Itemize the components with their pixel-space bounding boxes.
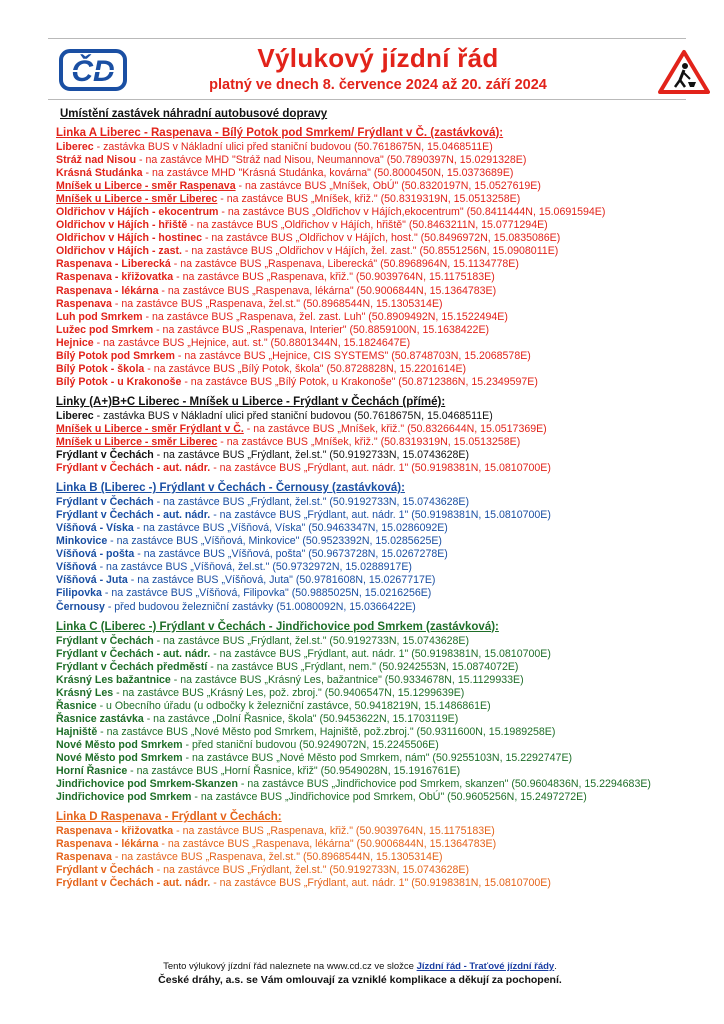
stop-location: - na zastávce BUS „Frýdlant, aut. nádr. 1" (50.9198381N, 15.0810700E): [210, 509, 551, 522]
stop-name: Raspenava - křižovatka: [56, 271, 174, 284]
doc-heading: Umístění zastávek náhradní autobusové dopravy: [60, 108, 328, 120]
stop-name: Raspenava: [56, 297, 112, 310]
footer: [60, 960, 660, 988]
stop-location: - na zastávce BUS „Víšňová, Juta" (50.9781608N, 15.0267717E): [127, 574, 436, 587]
line-section: [56, 481, 716, 613]
stop-location: - zastávka BUS v Nákladní ulici před staniční budovou (50.7618675N, 15.0468511E): [93, 409, 493, 422]
sections: [56, 126, 716, 890]
stop-location: - na zastávce BUS „Víšňová, Víska" (50.9463347N, 15.0286092E): [133, 522, 448, 535]
stop-entry: [56, 258, 716, 271]
stop-entry: [56, 661, 716, 674]
stop-location: - na zastávce BUS „Bílý Potok, u Krakonoše" (50.8712386N, 15.2349597E): [181, 375, 538, 388]
content: [56, 106, 716, 890]
stop-location: - na zastávce BUS „Frýdlant, žel.st." (50.9192733N, 15.0743628E): [153, 449, 470, 462]
stop-location: - na zastávce BUS „Bílý Potok, škola" (50.8728828N, 15.2201614E): [144, 362, 467, 375]
stop-name: Nové Město pod Smrkem: [56, 751, 183, 764]
stop-name: Nové Město pod Smrkem: [56, 738, 183, 751]
stop-location: - před staniční budovou (50.9249072N, 15.2245506E): [182, 738, 439, 751]
stop-entry: [56, 245, 716, 258]
stop-entry: [56, 167, 716, 180]
stop-location: - na zastávce BUS „Raspenava, lékárna" (50.9006844N, 15.1364783E): [158, 838, 497, 851]
stop-name: Jindřichovice pod Smrkem: [56, 791, 192, 804]
stop-entry: [56, 522, 716, 535]
stop-entry: [56, 561, 716, 574]
stop-name: Víšňová - Víska: [56, 522, 134, 535]
stop-name: Filipovka: [56, 587, 102, 600]
stop-location: - na zastávce MHD "Krásná Studánka, kovárna" (50.8000450N, 15.0373689E): [142, 167, 514, 180]
section-title: Linka A Liberec - Raspenava - Bílý Potok pod Smrkem/ Frýdlant v Č. (zastávková):: [56, 127, 504, 139]
stop-location: - na zastávce „Dolní Řasnice, škola" (50.9453622N, 15.1703119E): [143, 712, 459, 725]
stop-entry: [56, 687, 716, 700]
header: [48, 38, 686, 100]
stop-location: - na zastávce BUS „Jindřichovice pod Smrkem, ObÚ" (50.9605256N, 15.2497272E): [191, 791, 587, 804]
stop-location: - na zastávce BUS „Krásný Les, bažantnice" (50.9334678N, 15.1129933E): [170, 673, 524, 686]
stop-entry: [56, 436, 716, 449]
stop-entry: [56, 548, 716, 561]
stop-entry: [56, 574, 716, 587]
stop-name: Frýdlant v Čechách - aut. nádr.: [56, 462, 211, 475]
stop-location: - na zastávce BUS „Víšňová, Minkovice" (50.9523392N, 15.0285625E): [107, 535, 442, 548]
line-section: [56, 620, 716, 805]
stop-name: Lužec pod Smrkem: [56, 323, 154, 336]
stop-name: Oldřichov v Hájích - hřiště: [56, 219, 188, 232]
stop-entry: [56, 838, 716, 851]
section-title: Linky (A+)B+C Liberec - Mníšek u Liberce - Frýdlant v Čechách (přímé):: [56, 395, 446, 408]
stop-name: Víšňová - Juta: [56, 574, 128, 587]
stop-location: - na zastávce BUS „Krásný Les, pož. zbroj." (50.9406547N, 15.1299639E): [113, 686, 465, 699]
stop-entry: [56, 311, 716, 324]
stop-name: Víšňová: [56, 561, 97, 574]
stop-name: Mníšek u Liberce - směr Liberec: [56, 193, 218, 206]
stop-name: Mníšek u Liberce - směr Liberec: [56, 435, 218, 448]
footer-info-text: Tento výlukový jízdní řád naleznete na www.cd.cz ve složce: [163, 961, 417, 972]
stop-location: - na zastávce MHD "Stráž nad Nisou, Neumannova" (50.7890397N, 15.0291328E): [136, 154, 527, 167]
stop-location: - na zastávce BUS „Jindřichovice pod Smrkem, skanzen" (50.9604836N, 15.2294683E): [237, 778, 651, 791]
stop-name: Frýdlant v Čechách: [56, 634, 154, 647]
stop-name: Černousy: [56, 600, 105, 613]
stop-location: - na zastávce BUS „Raspenava, křiž." (50.9039764N, 15.1175183E): [173, 271, 495, 284]
svg-text:ČD: ČD: [71, 55, 115, 88]
stop-location: - na zastávce BUS „Mníšek, křiž." (50.8319319N, 15.0513258E): [217, 193, 521, 206]
stop-location: - na zastávce BUS „Frýdlant, aut. nádr. 1" (50.9198381N, 15.0810700E): [210, 877, 551, 890]
stop-name: Hajniště: [56, 725, 98, 738]
stop-entry: [56, 154, 716, 167]
stop-location: - na zastávce BUS „Frýdlant, nem." (50.9242553N, 15.0874072E): [207, 660, 519, 673]
stop-name: Mníšek u Liberce - směr Frýdlant v Č.: [56, 422, 244, 435]
stop-name: Raspenava - křižovatka: [56, 825, 174, 838]
cd-logo: [58, 47, 130, 93]
stop-name: Hejnice: [56, 336, 94, 349]
stop-entry: [56, 700, 716, 713]
stop-name: Minkovice: [56, 535, 108, 548]
stop-location: - na zastávce BUS „Hejnice, aut. st." (50.8801344N, 15.1824647E): [93, 336, 411, 349]
stop-name: Raspenava - lékárna: [56, 284, 159, 297]
stop-entry: [56, 337, 716, 350]
stop-name: Horní Řasnice: [56, 765, 128, 778]
stop-name: Frýdlant v Čechách - aut. nádr.: [56, 647, 211, 660]
stop-entry: [56, 462, 716, 475]
stop-entry: [56, 324, 716, 337]
stop-name: Frýdlant v Čechách: [56, 496, 154, 509]
stop-name: Liberec: [56, 141, 94, 153]
stop-entry: [56, 877, 716, 890]
stop-entry: [56, 509, 716, 522]
stop-location: - na zastávce BUS „Frýdlant, aut. nádr. 1" (50.9198381N, 15.0810700E): [210, 462, 551, 475]
stop-location: - u Obecního úřadu (u odbočky k železniční zastávce, 50.9418219N, 15.1486861E): [96, 699, 491, 712]
stop-entry: [56, 535, 716, 548]
stop-name: Bílý Potok pod Smrkem: [56, 349, 175, 362]
stop-entry: [56, 648, 716, 661]
stop-location: - na zastávce BUS „Oldřichov v Hájích,ekocentrum" (50.8411444N, 15.0691594E): [218, 206, 606, 219]
stop-name: Oldřichov v Hájích - ekocentrum: [56, 206, 219, 219]
stop-location: - na zastávce BUS „Oldřichov v Hájích, žel. zast." (50.8551256N, 15.0908011E): [181, 245, 559, 258]
footer-timetable-link[interactable]: Jízdní řád - Traťové jízdní řády: [416, 961, 555, 972]
stop-entry: [56, 778, 666, 791]
stop-entry: [56, 232, 716, 245]
stop-location: - na zastávce BUS „Nové Město pod Smrkem, Hajniště, pož.zbroj." (50.9311600N, 15.1989258E): [97, 725, 556, 738]
stop-location: - na zastávce BUS „Hejnice, CIS SYSTEMS" (50.8748703N, 15.2068578E): [174, 349, 531, 362]
stop-location: - na zastávce BUS „Frýdlant, žel.st." (50.9192733N, 15.0743628E): [153, 864, 470, 877]
stop-location: - před budovou železniční zastávky (51.0080092N, 15.0366422E): [104, 600, 416, 613]
stop-name: Krásný Les: [56, 686, 114, 699]
stop-entry: [56, 851, 716, 864]
validity-subtitle: platný ve dnech 8. července 2024 až 20. září 2024: [209, 77, 547, 93]
stop-name: Řasnice: [56, 699, 97, 712]
stop-name: Jindřichovice pod Smrkem-Skanzen: [56, 778, 238, 791]
stop-location: - na zastávce BUS „Mníšek, ObÚ" (50.8320197N, 15.0527619E): [235, 180, 541, 193]
stop-entry: [56, 635, 716, 648]
stop-name: Frýdlant v Čechách předměstí: [56, 660, 208, 673]
stop-entry: [56, 449, 716, 462]
line-section: [56, 810, 716, 890]
stop-location: - na zastávce BUS „Raspenava, žel. zast. Luh" (50.8909492N, 15.1522494E): [142, 310, 508, 323]
stop-name: Krásná Studánka: [56, 167, 143, 180]
stop-name: Bílý Potok - škola: [56, 362, 145, 375]
stop-location: - na zastávce BUS „Nové Město pod Smrkem, nám" (50.9255103N, 15.2292747E): [182, 751, 573, 764]
stop-entry: [56, 423, 716, 436]
stop-name: Raspenava - lékárna: [56, 838, 159, 851]
stop-location: - na zastávce BUS „Mníšek, křiž." (50.8326644N, 15.0517369E): [243, 422, 547, 435]
stop-entry: [56, 601, 716, 614]
stop-name: Bílý Potok - u Krakonoše: [56, 375, 182, 388]
stop-name: Frýdlant v Čechách - aut. nádr.: [56, 509, 211, 522]
stop-location: - na zastávce BUS „Mníšek, křiž." (50.8319319N, 15.0513258E): [217, 435, 521, 448]
stop-entry: [56, 791, 716, 804]
stop-location: - na zastávce BUS „Frýdlant, žel.st." (50.9192733N, 15.0743628E): [153, 634, 470, 647]
section-title: Linka B (Liberec -) Frýdlant v Čechách - Černousy (zastávková):: [56, 482, 405, 495]
stop-entry: [56, 726, 716, 739]
stop-location: - na zastávce BUS „Víšňová, Filipovka" (50.9885025N, 15.0216256E): [101, 587, 432, 600]
stop-entry: [56, 765, 716, 778]
section-title: Linka D Raspenava - Frýdlant v Čechách:: [56, 811, 282, 824]
stop-entry: [56, 193, 716, 206]
stop-entry: [56, 363, 716, 376]
stop-entry: [56, 410, 716, 423]
stop-location: - na zastávce BUS „Raspenava, Liberecká" (50.8968964N, 15.1134778E): [170, 258, 519, 271]
stop-name: Raspenava - Liberecká: [56, 258, 171, 271]
stop-name: Stráž nad Nisou: [56, 154, 137, 167]
stop-location: - na zastávce BUS „Víšňová, žel.st." (50.9732972N, 15.0288917E): [96, 561, 412, 574]
stop-entry: [56, 350, 716, 363]
stop-entry: [56, 285, 716, 298]
stop-entry: [56, 587, 716, 600]
stop-entry: [56, 219, 716, 232]
stop-entry: [56, 141, 716, 154]
stop-name: Liberec: [56, 409, 94, 422]
stop-entry: [56, 825, 716, 838]
line-section: [56, 126, 716, 389]
stop-name: Frýdlant v Čechách: [56, 449, 154, 462]
stop-location: - na zastávce BUS „Raspenava, Interier" (50.8859100N, 15.1638422E): [153, 323, 490, 336]
stop-entry: [56, 206, 716, 219]
stop-location: - na zastávce BUS „Oldřichov v Hájích, host." (50.8496972N, 15.0835086E): [202, 232, 561, 245]
stop-entry: [56, 298, 716, 311]
footer-info-end: .: [554, 961, 557, 972]
footer-info: [60, 960, 660, 973]
stop-entry: [56, 496, 716, 509]
stop-name: Řasnice zastávka: [56, 712, 144, 725]
road-works-warning-icon: [658, 49, 710, 95]
stop-name: Frýdlant v Čechách: [56, 864, 154, 877]
stop-name: Krásný Les bažantnice: [56, 673, 171, 686]
stop-entry: [56, 376, 716, 389]
page-title: Výlukový jízdní řád: [257, 43, 499, 73]
stop-name: Oldřichov v Hájích - hostinec: [56, 232, 202, 245]
stop-location: - na zastávce BUS „Víšňová, pošta" (50.9673728N, 15.0267278E): [134, 548, 448, 561]
stop-location: - na zastávce BUS „Raspenava, křiž." (50.9039764N, 15.1175183E): [173, 825, 495, 838]
stop-entry: [56, 864, 716, 877]
stop-location: - na zastávce BUS „Horní Řasnice, křiž" (50.9549028N, 15.1916761E): [127, 765, 461, 778]
stop-name: Frýdlant v Čechách - aut. nádr.: [56, 877, 211, 890]
stop-location: - na zastávce BUS „Raspenava, žel.st." (50.8968544N, 15.1305314E): [111, 851, 443, 864]
stop-entry: [56, 271, 716, 284]
stop-entry: [56, 739, 716, 752]
stop-entry: [56, 674, 716, 687]
stop-location: - na zastávce BUS „Frýdlant, aut. nádr. 1" (50.9198381N, 15.0810700E): [210, 647, 551, 660]
stop-location: - na zastávce BUS „Frýdlant, žel.st." (50.9192733N, 15.0743628E): [153, 496, 470, 509]
stop-name: Luh pod Smrkem: [56, 310, 143, 323]
footer-apology: České dráhy, a.s. se Vám omlouvají za vzniklé komplikace a děkují za pochopení.: [158, 974, 562, 986]
stop-name: Raspenava: [56, 851, 112, 864]
stop-entry: [56, 752, 716, 765]
section-title: Linka C (Liberec -) Frýdlant v Čechách - Jindřichovice pod Smrkem (zastávková):: [56, 620, 499, 633]
stop-location: - na zastávce BUS „Raspenava, lékárna" (50.9006844N, 15.1364783E): [158, 284, 497, 297]
stop-name: Oldřichov v Hájích - zast.: [56, 245, 182, 258]
stop-location: - na zastávce BUS „Oldřichov v Hájích, hřiště" (50.8463211N, 15.0771294E): [187, 219, 548, 232]
stop-location: - na zastávce BUS „Raspenava, žel.st." (50.8968544N, 15.1305314E): [111, 297, 443, 310]
stop-entry: [56, 180, 716, 193]
stop-location: - zastávka BUS v Nákladní ulici před staniční budovou (50.7618675N, 15.0468511E): [93, 141, 493, 153]
stop-name: Mníšek u Liberce - směr Raspenava: [56, 180, 236, 193]
line-section: [56, 395, 716, 475]
stop-name: Víšňová - pošta: [56, 548, 135, 561]
stop-entry: [56, 713, 716, 726]
